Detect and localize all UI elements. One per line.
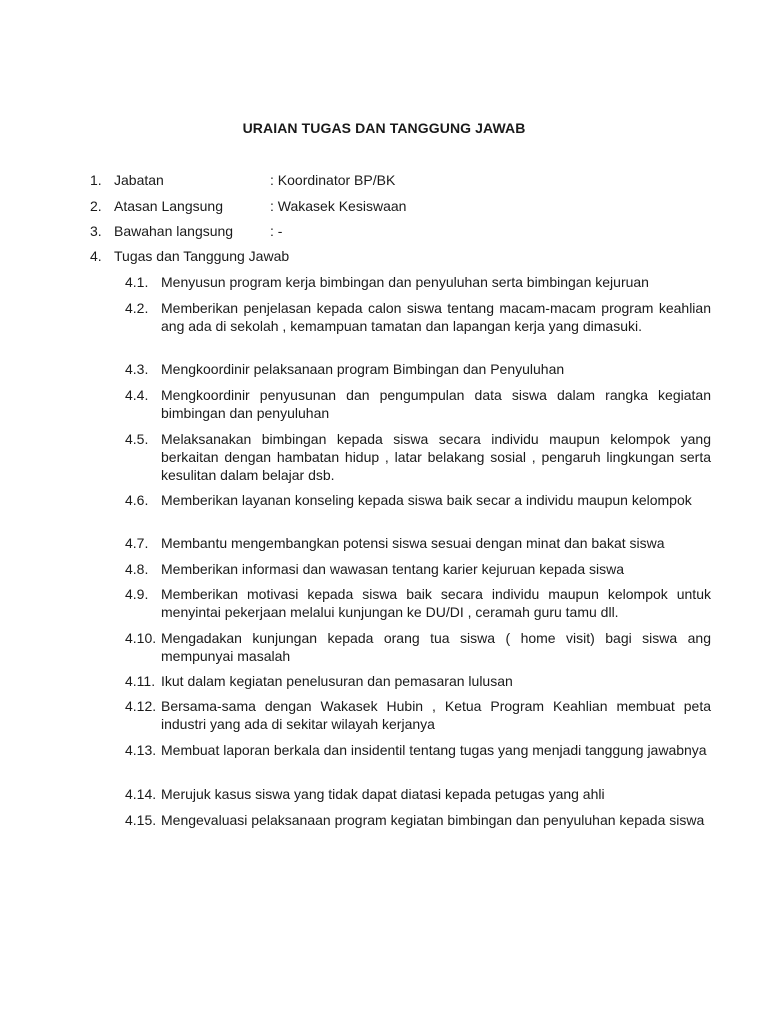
task-text: Merujuk kasus siswa yang tidak dapat diatasi kepada petugas yang ahli — [161, 786, 605, 802]
task-number: 4.1. — [125, 274, 149, 290]
task-item — [125, 360, 711, 378]
task-number: 4.8. — [125, 561, 149, 577]
task-text: Mengadakan kunjungan kepada orang tua siswa ( home visit) bagi siswa ang mempunyai masalah — [161, 630, 711, 664]
task-item — [125, 785, 711, 803]
task-item — [125, 534, 711, 552]
task-text: Mengevaluasi pelaksanaan program kegiatan bimbingan dan penyuluhan kepada siswa — [161, 812, 705, 828]
task-item — [125, 629, 711, 665]
task-item — [125, 430, 711, 484]
info-number: 1. — [90, 172, 102, 188]
task-number: 4.7. — [125, 535, 149, 551]
task-text: Memberikan motivasi kepada siswa baik secara individu maupun kelompok untuk menyintai pekerjaan melalui kunjungan ke DU/DI , ceramah guru tamu dll. — [161, 586, 711, 620]
task-item — [125, 491, 711, 509]
task-item — [125, 273, 711, 291]
task-number: 4.9. — [125, 586, 149, 602]
task-text: Memberikan informasi dan wawasan tentang karier kejuruan kepada siswa — [161, 561, 625, 577]
info-value: : - — [270, 223, 283, 239]
task-item — [125, 560, 711, 578]
info-number: 2. — [90, 198, 102, 214]
task-text: Melaksanakan bimbingan kepada siswa secara individu maupun kelompok yang berkaitan dengan hambatan hidup , latar belakang sosial , pengaruh lingkungan serta kesulitan dalam belajar dsb. — [161, 431, 711, 483]
info-value: : Wakasek Kesiswaan — [270, 198, 407, 214]
task-item — [125, 697, 711, 733]
info-number: 3. — [90, 223, 102, 239]
task-number: 4.3. — [125, 361, 149, 377]
task-text: Memberikan layanan konseling kepada siswa baik secar a individu maupun kelompok — [161, 492, 692, 508]
task-item — [125, 741, 711, 759]
task-item — [125, 672, 711, 690]
task-number: 4.6. — [125, 492, 149, 508]
document-title: URAIAN TUGAS DAN TANGGUNG JAWAB — [242, 120, 526, 136]
info-label: Tugas dan Tanggung Jawab — [114, 248, 290, 264]
info-label: Atasan Langsung — [114, 198, 223, 214]
info-number: 4. — [90, 248, 102, 264]
task-item — [125, 585, 711, 621]
task-number: 4.10. — [125, 630, 157, 646]
info-label: Bawahan langsung — [114, 223, 234, 239]
task-number: 4.14. — [125, 786, 157, 802]
task-text: Mengkoordinir penyusunan dan pengumpulan data siswa dalam rangka kegiatan bimbingan dan penyuluhan — [161, 387, 711, 421]
task-number: 4.12. — [125, 698, 157, 714]
task-item — [125, 811, 711, 829]
task-number: 4.2. — [125, 300, 149, 316]
task-text: Ikut dalam kegiatan penelusuran dan pemasaran lulusan — [161, 673, 513, 689]
task-text: Membantu mengembangkan potensi siswa sesuai dengan minat dan bakat siswa — [161, 535, 665, 551]
task-item — [125, 386, 711, 422]
task-number: 4.11. — [125, 673, 156, 689]
task-text: Memberikan penjelasan kepada calon siswa tentang macam-macam program keahlian ang ada di sekolah , kemampuan tamatan dan lapangan kerja yang dimasuki. — [161, 300, 711, 334]
task-text: Menyusun program kerja bimbingan dan penyuluhan serta bimbingan kejuruan — [161, 274, 649, 290]
task-number: 4.5. — [125, 431, 149, 447]
task-item — [125, 299, 711, 335]
task-number: 4.4. — [125, 387, 149, 403]
task-text: Bersama-sama dengan Wakasek Hubin , Ketua Program Keahlian membuat peta industri yang ada di sekitar wilayah kerjanya — [161, 698, 711, 732]
task-number: 4.15. — [125, 812, 157, 828]
task-text: Mengkoordinir pelaksanaan program Bimbingan dan Penyuluhan — [161, 361, 565, 377]
task-text: Membuat laporan berkala dan insidentil tentang tugas yang menjadi tanggung jawabnya — [161, 742, 707, 758]
task-number: 4.13. — [125, 742, 157, 758]
info-value: : Koordinator BP/BK — [270, 172, 396, 188]
info-label: Jabatan — [114, 172, 164, 188]
